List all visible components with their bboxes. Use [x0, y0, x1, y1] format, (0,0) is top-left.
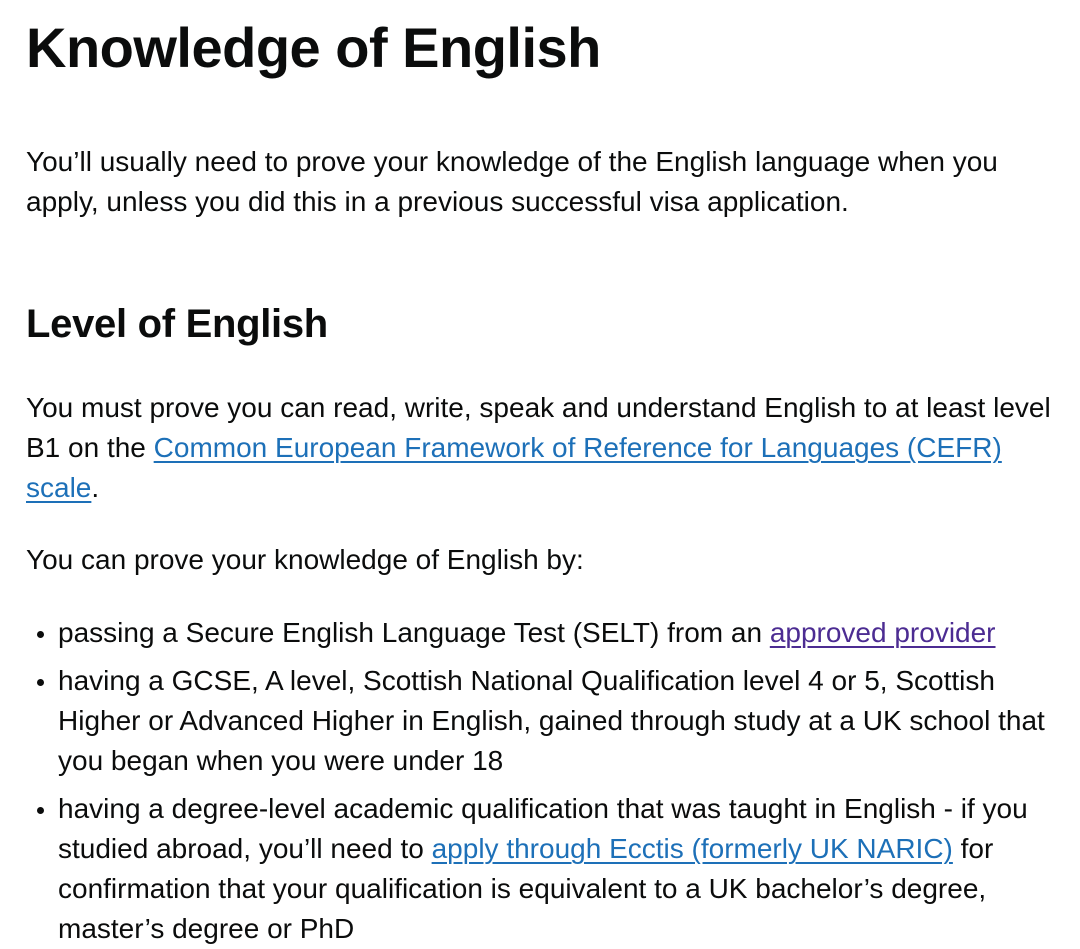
- level-text-end: .: [91, 472, 100, 503]
- approved-provider-link[interactable]: approved provider: [769, 617, 996, 648]
- intro-text: You’ll usually need to prove your knowledge of the English language when you apply, unless you did this in a previous successful visa application.: [26, 146, 998, 217]
- intro-paragraph: [26, 142, 1056, 222]
- ecctis-link[interactable]: apply through Ecctis (formerly UK NARIC): [431, 833, 953, 864]
- list-item: [58, 789, 1056, 949]
- prove-intro-paragraph: You can prove your knowledge of English by:: [26, 544, 584, 575]
- list-item: [58, 613, 1056, 653]
- proof-options-list: [26, 613, 1056, 949]
- list-item-text: having a GCSE, A level, Scottish National Qualification level 4 or 5, Scottish Higher or Advanced Higher in English, gained through study at a UK school that you began when you were under 18: [58, 665, 1045, 776]
- list-item-text-end: for confirmation that your qualification is equivalent to a UK bachelor’s degree, master’s degree or PhD: [58, 833, 994, 944]
- level-text: You must prove you can read, write, speak and understand English to at least level B1 on the: [26, 392, 1051, 463]
- list-item-text: passing a Secure English Language Test (SELT) from an: [58, 617, 770, 648]
- cefr-scale-link[interactable]: Common European Framework of Reference for Languages (CEFR) scale: [26, 432, 1002, 503]
- list-item: [58, 661, 1056, 781]
- page-title: Knowledge of English: [26, 16, 601, 79]
- level-paragraph: [26, 388, 1056, 508]
- section-heading-level-of-english: Level of English: [26, 302, 328, 346]
- list-item-text: having a degree-level academic qualification that was taught in English - if you studied abroad, you’ll need to: [58, 793, 1028, 864]
